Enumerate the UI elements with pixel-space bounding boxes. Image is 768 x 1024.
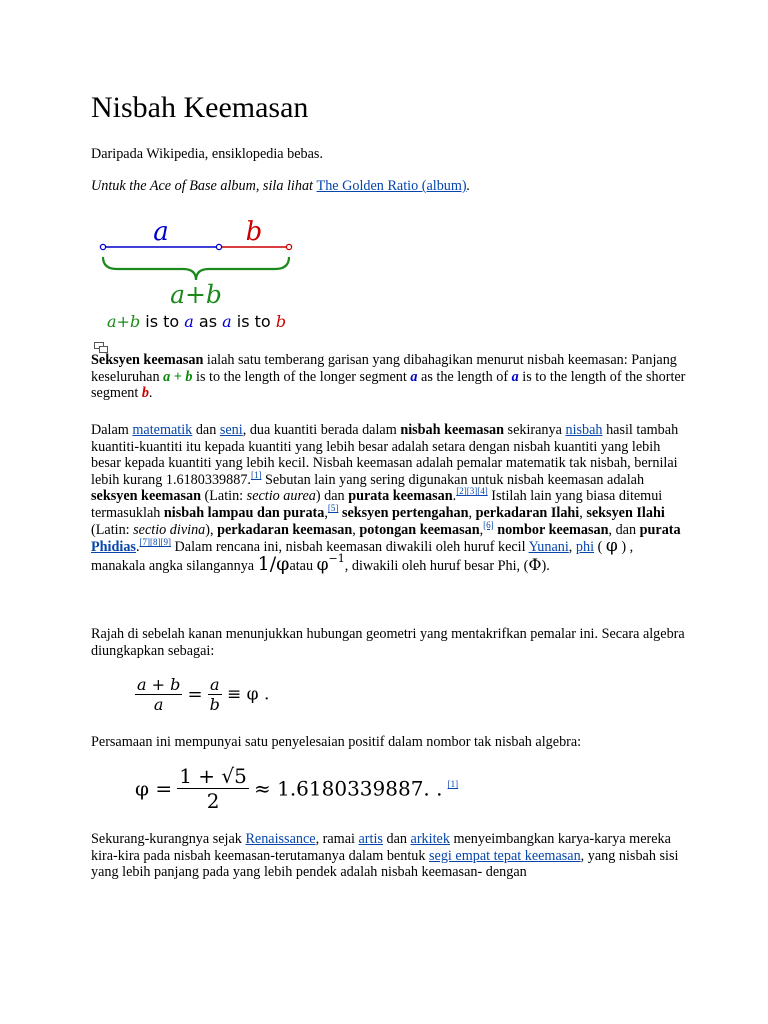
link-seni[interactable]: seni xyxy=(219,422,243,438)
tagline: Daripada Wikipedia, ensiklopedia bebas. xyxy=(91,146,324,162)
link-phi[interactable]: phi xyxy=(575,539,595,556)
ref-9[interactable]: [9] xyxy=(160,537,171,548)
page-title: Nisbah Keemasan xyxy=(91,91,309,124)
paragraph-solution: Persamaan ini mempunyai satu penyelesaian positif dalam nombor tak nisbah algebra: xyxy=(91,734,582,750)
link-matematik[interactable]: matematik xyxy=(132,422,193,438)
phi-inverse: φ xyxy=(316,554,329,575)
link-artis[interactable]: artis xyxy=(358,831,383,847)
equation-phi-value: φ = $\frac{1 + √5}{2}$ ≈ 1.6180339887. . [1] xyxy=(135,764,459,813)
ref-2[interactable]: [2] xyxy=(456,486,467,497)
diagram-caption: a+b is to a as a is to b xyxy=(107,312,287,331)
phi-symbol: φ xyxy=(605,536,618,557)
link-arkitek[interactable]: arkitek xyxy=(410,831,450,847)
equation-ratio: $\frac{a + b}{a}$ = $\frac{a}{b}$ ≡ φ . xyxy=(137,675,270,714)
link-renaissance[interactable]: Renaissance xyxy=(245,831,316,847)
paragraph-definition: Dalam matematik dan seni, dua kuantiti berada dalam nisbah keemasan sekiranya nisbah hasil tambah kuantiti-kuantiti itu kepada kuantiti yang lebih besar adalah setara dengan nisbah kuantiti yang lebih besar kepada kuantiti yang lebih kecil. Nisbah keemasan adalah pemalar matematik tak nisbah, bernilai lebih kurang 1.6180339887.[1] Sebutan lain yang sering digunakan untuk nisbah keemasan adalah seksyen keemasan (Latin: sectio aurea) dan purata keemasan.[2][3][4] Istilah lain yang biasa ditemui termasuklah nisbah lampau dan purata,[5] seksyen pertengahan, perkadaran Ilahi, seksyen Ilahi (Latin: sectio divina), perkadaran keemasan, potongan keemasan,[6] nombor keemasan, dan purata Phidias.[7][8][9] Dalam rencana ini, nisbah keemasan diwakili oleh huruf kecil Yunani, phi ( φ ) , manakala angka silangannya 1/φatau $\varphi^{-1}$, diwakili oleh huruf besar Phi, (Φ). xyxy=(91,422,681,575)
ref-5[interactable]: [5] xyxy=(327,502,339,513)
endpoint-left xyxy=(100,244,105,249)
ref-7[interactable]: [7] xyxy=(139,537,150,548)
link-nisbah[interactable]: nisbah xyxy=(565,422,603,438)
capital-phi: Φ xyxy=(528,554,542,574)
endpoint-right xyxy=(286,244,291,249)
reciprocal-expr: 1/φ xyxy=(257,552,290,575)
label-a: a xyxy=(153,217,169,247)
hatnote: Untuk the Ace of Base album, sila lihat The Golden Ratio (album). xyxy=(91,178,471,194)
label-sum: a+b xyxy=(170,280,222,309)
ref-8[interactable]: [8] xyxy=(150,537,161,548)
endpoint-mid xyxy=(216,244,221,249)
link-yunani[interactable]: Yunani xyxy=(528,539,569,556)
ref-1-equation[interactable]: [1] xyxy=(447,779,459,789)
album-link[interactable]: The Golden Ratio (album) xyxy=(316,178,467,194)
ref-6[interactable]: [6] xyxy=(483,519,494,530)
golden-ratio-diagram xyxy=(91,212,331,362)
paragraph-geometry: Rajah di sebelah kanan menunjukkan hubungan geometri yang mentakrifkan pemalar ini. Secara algebra diungkapkan sebagai: xyxy=(91,626,685,659)
ref-4[interactable]: [4] xyxy=(477,486,488,497)
ref-3[interactable]: [3] xyxy=(466,486,478,497)
ref-1[interactable]: [1] xyxy=(250,469,262,480)
link-segi-empat[interactable]: segi empat tepat keemasan xyxy=(429,847,581,864)
label-b: b xyxy=(245,217,263,247)
link-phidias[interactable]: Phidias xyxy=(91,539,136,556)
brace xyxy=(103,257,289,280)
paragraph-seksyen: Seksyen keemasan ialah satu temberang garisan yang dibahagikan menurut nisbah keemasan: Panjang keseluruhan a + b is to the length of the longer segment a as the length of a is to the length of the shorter segment b. xyxy=(91,352,686,401)
paragraph-renaissance: Sekurang-kurangnya sejak Renaissance, ramai artis dan arkitek menyeimbangkan karya-karya mereka kira-kira pada nisbah keemasan-terutamanya dalam bentuk segi empat tepat keemasan, yang nisbah sisi yang lebih panjang pada yang lebih pendek adalah nisbah keemasan- dengan xyxy=(91,831,679,880)
